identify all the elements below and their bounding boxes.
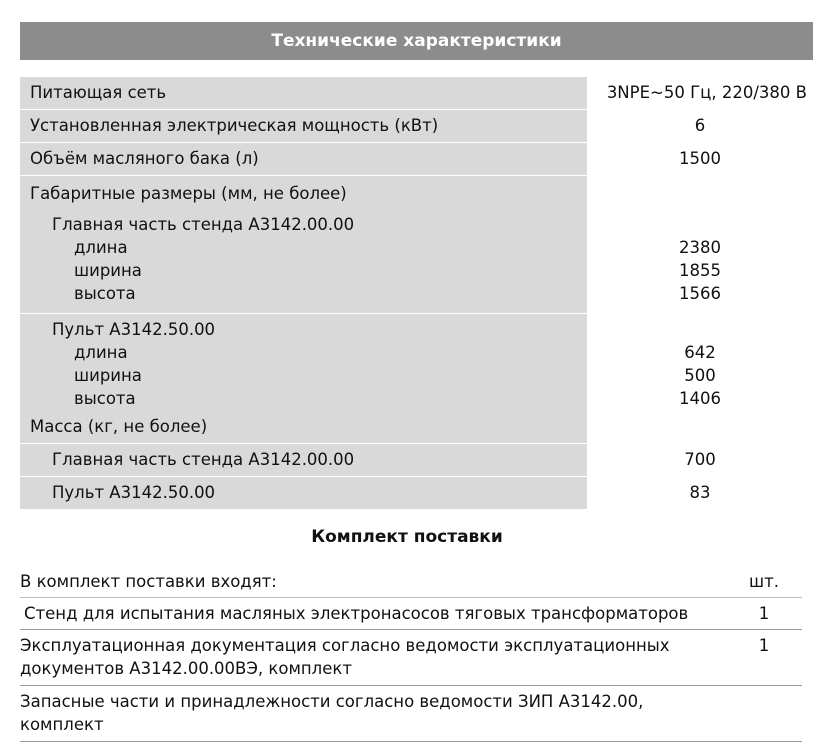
kit-qty-header: шт. — [749, 572, 779, 591]
dimensions-main-labels — [20, 176, 587, 313]
kit-item-line: комплект — [20, 715, 104, 734]
kit-title: Комплект поставки — [311, 527, 503, 547]
spec-row-installed-power — [20, 110, 813, 143]
spec-value: 2380 — [679, 238, 721, 257]
spec-sublabel: высота — [74, 389, 136, 408]
spec-row-power-supply — [20, 77, 813, 110]
kit-item-row — [20, 686, 802, 742]
dimensions-console-labels — [20, 314, 587, 443]
kit-item-row — [20, 630, 802, 686]
spec-label: Объём масляного бака (л) — [20, 143, 587, 175]
kit-item-line: документов А3142.00.00ВЭ, комплект — [20, 659, 352, 678]
spec-row-mass-main — [20, 444, 813, 477]
kit-item-qty-value: 1 — [758, 636, 770, 655]
spec-value: 3NPE~50 Гц, 220/380 В — [606, 83, 807, 102]
specs-table — [20, 77, 813, 509]
spec-sublabel: Пульт А3142.50.00 — [52, 320, 216, 339]
spec-label: Установленная электрическая мощность (кВт) — [20, 110, 587, 142]
kit-table — [20, 566, 802, 742]
spec-sublabel: ширина — [74, 366, 142, 385]
kit-item-qty — [726, 630, 802, 685]
spec-value: 1566 — [679, 284, 721, 303]
kit-item-name: Стенд для испытания масляных электронасосов тяговых трансформаторов — [24, 604, 689, 623]
spec-sublabel: Главная часть стенда А3142.00.00 — [52, 215, 355, 234]
kit-item-qty: 1 — [758, 604, 770, 623]
spec-sublabel: ширина — [74, 261, 142, 280]
kit-item-name — [20, 630, 726, 685]
spec-value: 700 — [684, 450, 716, 469]
spec-value: 6 — [694, 116, 706, 135]
spec-sublabel: Главная часть стенда А3142.00.00 — [20, 444, 587, 476]
spec-value: 83 — [689, 483, 711, 502]
spec-row-dimensions-console — [20, 314, 813, 443]
dimensions-main-values — [587, 176, 813, 313]
spec-value: 1500 — [679, 149, 721, 168]
kit-item-line: Запасные части и принадлежности согласно ведомости ЗИП А3142.00, — [20, 692, 644, 711]
spec-label: Габаритные размеры (мм, не более) — [30, 184, 347, 203]
spec-row-dimensions-main — [20, 176, 813, 313]
spec-value: 642 — [684, 343, 716, 362]
spec-row-mass-console — [20, 477, 813, 509]
spec-value: 1855 — [679, 261, 721, 280]
spec-row-oil-tank — [20, 143, 813, 176]
kit-header-label: В комплект поставки входят: — [20, 572, 277, 591]
spec-value: 500 — [684, 366, 716, 385]
spec-sublabel: длина — [74, 238, 128, 257]
spec-label: Питающая сеть — [20, 77, 587, 109]
spec-sublabel: длина — [74, 343, 128, 362]
tech-specs-title: Технические характеристики — [271, 31, 562, 51]
spec-value: 1406 — [679, 389, 721, 408]
kit-item-line: Эксплуатационная документация согласно ведомости эксплуатационных — [20, 636, 670, 655]
kit-header-row — [20, 566, 802, 598]
dimensions-console-values — [587, 314, 813, 443]
kit-item-row — [20, 598, 802, 630]
spec-sublabel: высота — [74, 284, 136, 303]
kit-item-name — [20, 686, 726, 741]
spec-sublabel: Пульт А3142.50.00 — [20, 477, 587, 509]
kit-item-qty — [726, 686, 802, 741]
tech-specs-header — [20, 22, 813, 60]
spec-label: Масса (кг, не более) — [30, 417, 208, 436]
